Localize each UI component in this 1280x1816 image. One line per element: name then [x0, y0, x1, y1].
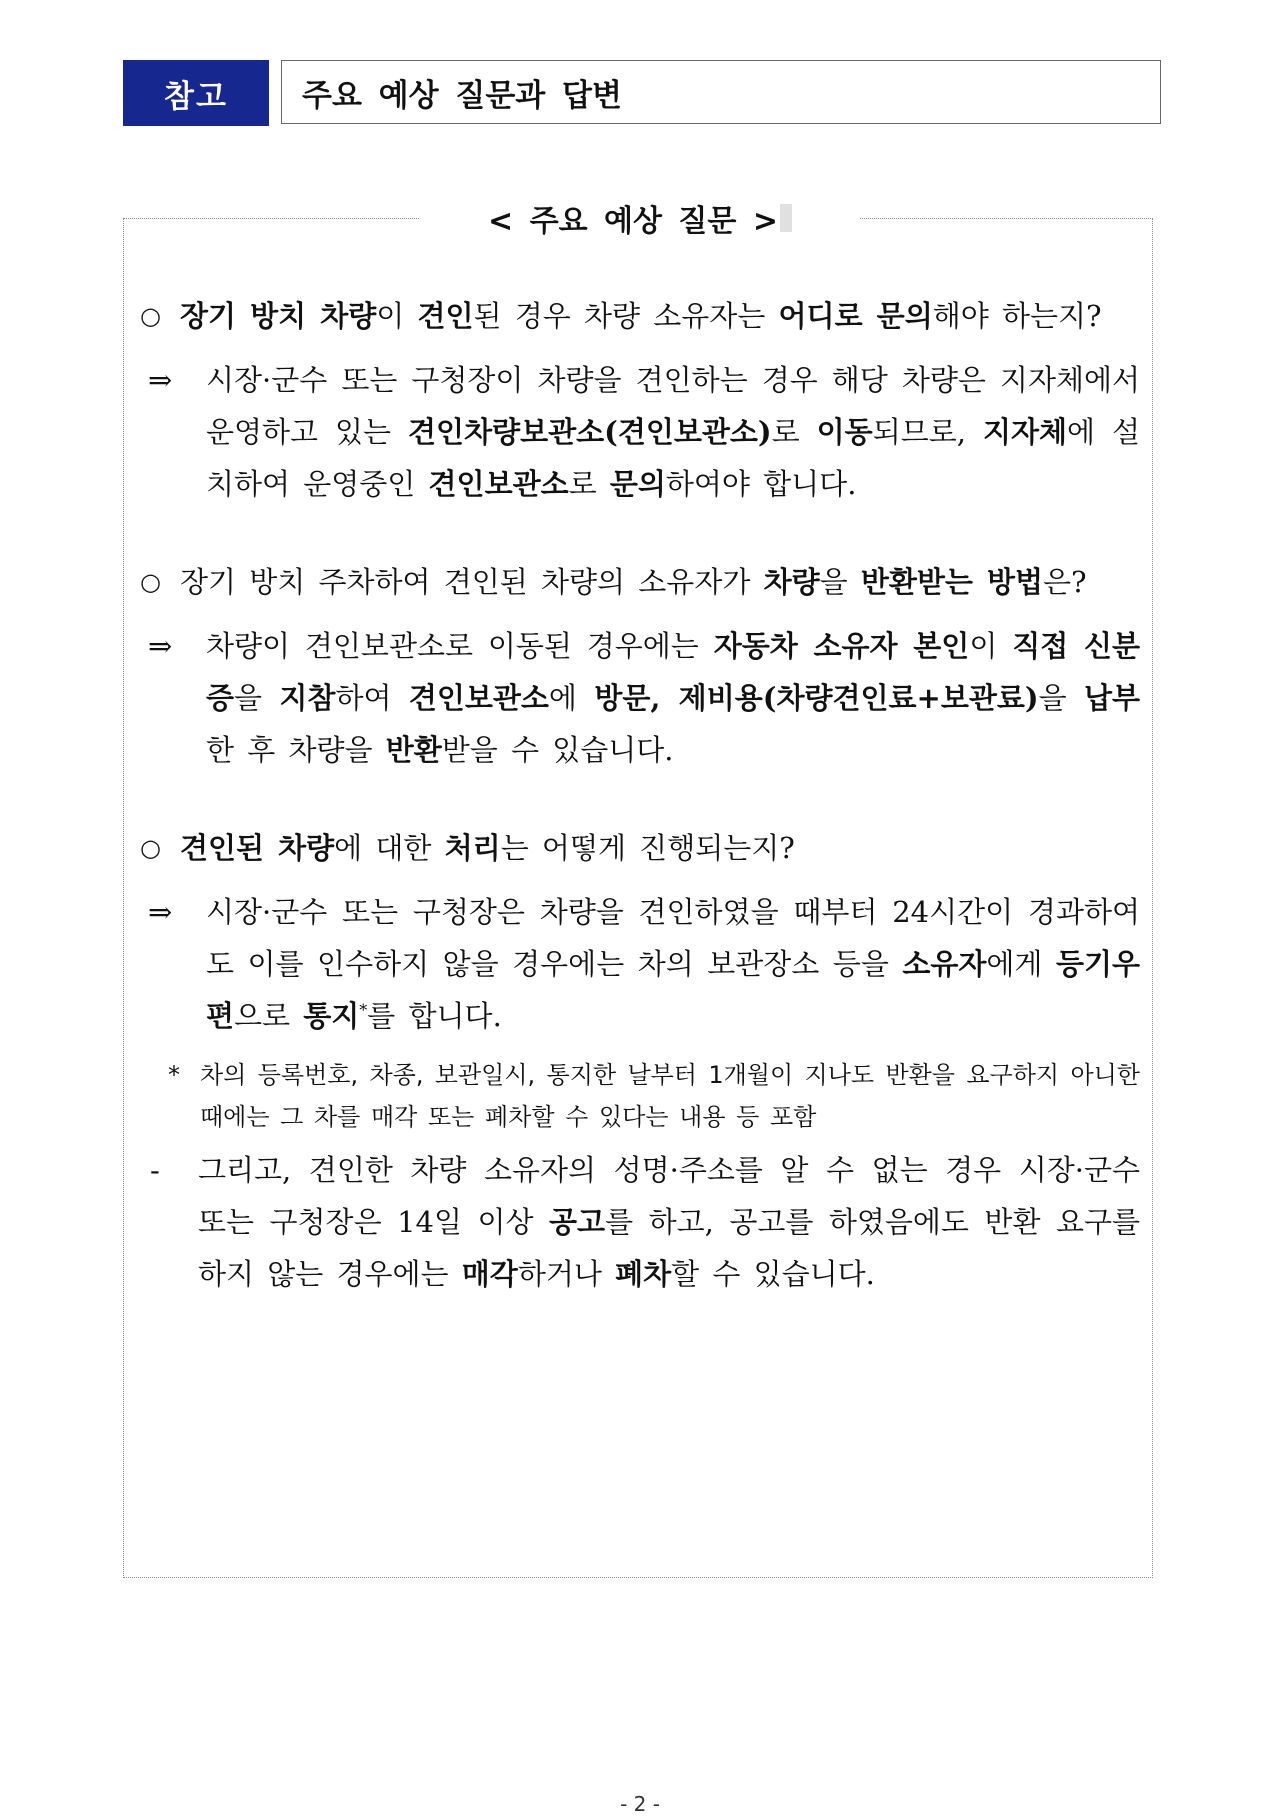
question-text	[180, 565, 1087, 599]
text-run: 로	[771, 415, 817, 449]
bold-text: 소유자	[902, 947, 987, 981]
answer-text	[206, 363, 1140, 501]
text-run: 하여야 합니다.	[665, 467, 857, 501]
bold-text: 공고	[549, 1205, 606, 1239]
bold-text: 이동	[816, 415, 873, 449]
text-run: 를 하고, 공고를 하였음에도 반환 요구를 하지 않는 경우에는	[198, 1205, 1140, 1291]
bold-text: 직접 신분증	[206, 629, 1141, 715]
circle-bullet-icon: ○	[140, 568, 161, 596]
bold-text: 방문, 제비용(차량견인료+보관료)	[594, 681, 1039, 715]
bold-text: 지자체	[982, 415, 1067, 449]
bold-text: 장기 방치 차량	[180, 299, 377, 333]
bold-text: 자동차 소유자 본인	[713, 629, 970, 663]
bold-text: 견인	[417, 299, 474, 333]
bold-text: 반환	[385, 733, 442, 767]
question-text	[180, 831, 795, 865]
text-run: 하거나	[517, 1257, 616, 1291]
text-run: 이	[376, 299, 418, 333]
text-run: 에 대한	[334, 831, 445, 865]
section-title	[420, 196, 860, 240]
bold-text: 견인보관소	[408, 681, 549, 715]
text-cursor-mark	[780, 204, 792, 232]
arrow-icon: ⇒	[148, 363, 173, 397]
bold-text: 견인보관소	[428, 467, 569, 501]
text-run: 한 후 차량을	[206, 733, 386, 767]
question-text	[180, 299, 1102, 333]
dash-icon: -	[150, 1153, 160, 1187]
text-run: 로	[568, 467, 610, 501]
footnote-marker: *	[359, 1000, 368, 1020]
bold-text: 차량	[763, 565, 820, 599]
bold-text: 매각	[461, 1257, 518, 1291]
text-run: 할 수 있습니다.	[671, 1257, 875, 1291]
text-run: 된 경우 차량 소유자는	[473, 299, 779, 333]
text-run: 시장·군수 또는 구청장은 차량을 견인하였을 때부터 24시간이 경과하여도 이를 인수하지 않을 경우에는 차의 보관장소 등을	[206, 895, 1140, 981]
text-run: 은?	[1043, 565, 1087, 599]
page-title: 주요 예상 질문과 답변	[281, 60, 1161, 124]
bold-text: 폐차	[615, 1257, 672, 1291]
question-3	[140, 822, 1140, 874]
bold-text: 지참	[279, 681, 336, 715]
answer-3	[148, 886, 1140, 1042]
bold-text: 처리	[444, 831, 501, 865]
qa-content	[140, 290, 1140, 1300]
footnote-text: 차의 등록번호, 차종, 보관일시, 통지한 날부터 1개월이 지나도 반환을 요구하지 아니한 때에는 그 차를 매각 또는 폐차할 수 있다는 내용 등 포함	[200, 1061, 1140, 1131]
section-title-text: < 주요 예상 질문 >	[488, 204, 778, 239]
additional-note-text	[198, 1153, 1140, 1291]
bold-text: 견인된 차량	[180, 831, 335, 865]
text-run: 되므로,	[872, 415, 983, 449]
answer-2	[148, 620, 1140, 776]
text-run: 장기 방치 주차하여 견인된 차량의 소유자가	[180, 565, 764, 599]
text-run: 으로	[234, 999, 304, 1033]
reference-tag: 참고	[123, 60, 269, 126]
text-run: 을	[1038, 681, 1084, 715]
text-run: 을	[819, 565, 861, 599]
question-2	[140, 556, 1140, 608]
answer-1	[148, 354, 1140, 510]
answer-text	[206, 629, 1140, 767]
additional-note	[150, 1144, 1140, 1300]
bold-text: 등기우편	[206, 947, 1141, 1033]
circle-bullet-icon: ○	[140, 834, 161, 862]
bold-text: 납부	[1083, 681, 1141, 715]
text-run: 이	[969, 629, 1013, 663]
page-number: - 2 -	[620, 1792, 660, 1816]
text-run: 에게	[986, 947, 1056, 981]
circle-bullet-icon: ○	[140, 302, 161, 330]
answer-text	[206, 895, 1140, 1033]
bold-text: 어디로 문의	[778, 299, 933, 333]
text-run: 차량이 견인보관소로 이동된 경우에는	[206, 629, 714, 663]
text-run: 을	[234, 681, 280, 715]
header	[123, 60, 1163, 126]
bold-text: 견인차량보관소(견인보관소)	[408, 415, 772, 449]
bold-text: 통지	[303, 999, 360, 1033]
asterisk-icon: *	[168, 1061, 180, 1089]
text-run: 에	[548, 681, 595, 715]
question-1	[140, 290, 1140, 342]
text-run: 에 설치하여 운영중인	[206, 415, 1141, 501]
bold-text: 문의	[609, 467, 666, 501]
footnote	[168, 1054, 1140, 1138]
arrow-icon: ⇒	[148, 895, 173, 929]
text-run: 받을 수 있습니다.	[441, 733, 674, 767]
text-run: 그리고, 견인한 차량 소유자의 성명·주소를 알 수 없는 경우 시장·군수 또는 구청장은 14일 이상	[198, 1153, 1140, 1239]
text-run: 하여	[335, 681, 409, 715]
bold-text: 반환받는 방법	[860, 565, 1044, 599]
text-run: 시장·군수 또는 구청장이 차량을 견인하는 경우 해당 차량은 지자체에서 운영하고 있는	[206, 363, 1140, 449]
text-run: 는 어떻게 진행되는지?	[500, 831, 795, 865]
text-run: 를 합니다.	[367, 999, 502, 1033]
arrow-icon: ⇒	[148, 629, 173, 663]
text-run: 해야 하는지?	[932, 299, 1102, 333]
